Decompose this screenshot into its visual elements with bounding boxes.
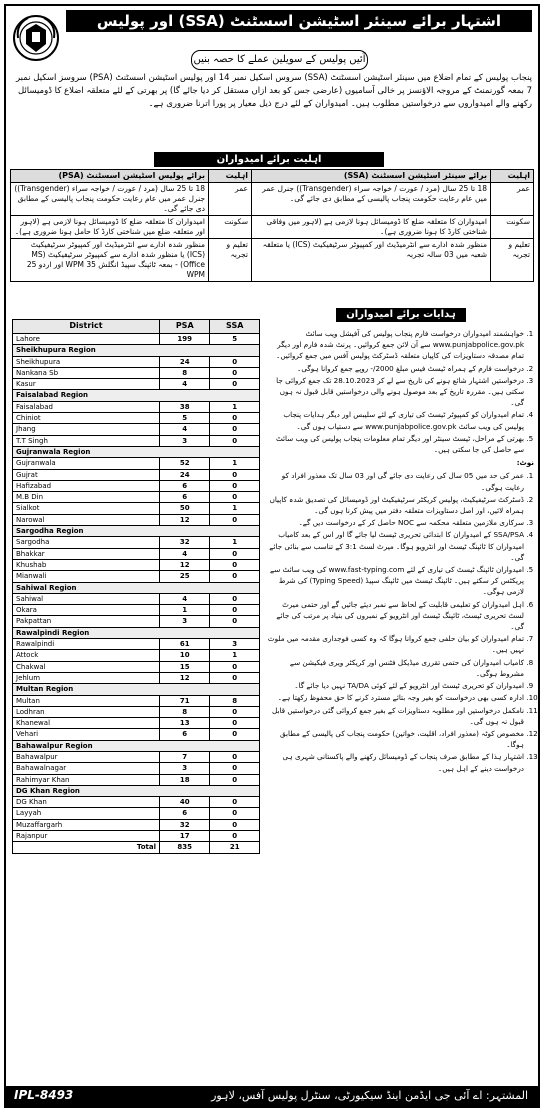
district-row (13, 831, 260, 842)
ssa-count: 0 (210, 559, 260, 570)
psa-count: 32 (160, 537, 210, 548)
note-item: 8. کامیاب امیدواران کی حتمی تقرری میڈیکل فٹنس اور کریکٹر ویری فیکیشن سے مشروط ہوگی۔ (266, 657, 524, 679)
ssa-count: 0 (210, 480, 260, 491)
district-row (13, 537, 260, 548)
district-name: M.B Din (13, 492, 160, 503)
psa-count: 7 (160, 751, 210, 762)
ssa-count: 0 (210, 548, 260, 559)
region-label: Multan Region (13, 684, 260, 695)
district-name: Hafizabad (13, 480, 160, 491)
eligibility-label: سکونت (491, 216, 534, 239)
ssa-count: 0 (210, 718, 260, 729)
district-row (13, 492, 260, 503)
region-row (13, 684, 260, 695)
instruction-item: 4. تمام امیدواران کو کمپیوٹر ٹیسٹ کی تیاری کے لئے سلیبس اور دیگر ہدایات پنجاب پولیس کی ویب سائٹ www.punjabpolice.gov.pk سے دستیاب ہوں گی۔ (266, 409, 524, 431)
eligibility-psa-cell: 18 تا 25 سال (مرد / عورت / خواجہ سراء (Transgender)) جنرل عمر میں عام رعایت حکومت پنجاب پالیسی کے مطابق دی جائے گی۔ (11, 183, 209, 216)
notes-heading: نوٹ: (516, 458, 534, 468)
instruction-item: 5. بھرتی کے مراحل، ٹیسٹ سینٹر اور دیگر تمام معلومات پنجاب پولیس کی ویب سائٹ سے حاصل کی جا سکتی ہیں۔ (266, 433, 524, 455)
ssa-count: 0 (210, 469, 260, 480)
district-row (13, 763, 260, 774)
district-row (13, 548, 260, 559)
ssa-count: 0 (210, 808, 260, 819)
ssa-count: 0 (210, 514, 260, 525)
ssa-count: 0 (210, 593, 260, 604)
ssa-count: 0 (210, 774, 260, 785)
district-row (13, 458, 260, 469)
region-row (13, 345, 260, 356)
punjab-police-logo-icon (12, 12, 60, 64)
psa-column-header: PSA (160, 320, 210, 334)
eligibility-ssa-cell: 18 تا 25 سال (مرد / عورت / خواجہ سراء (Transgender)) جنرل عمر میں عام رعایت حکومت پنجاب پالیسی کے مطابق دی جائے گی۔ (252, 183, 491, 216)
note-item: 1. عمر کی حد میں 05 سال کی رعایت دی جائے گی اور 03 سال تک معذور افراد کو رعایت ہوگی۔ (266, 470, 524, 492)
district-row (13, 729, 260, 740)
district-row (13, 808, 260, 819)
region-label: Bahawalpur Region (13, 740, 260, 751)
district-row (13, 503, 260, 514)
ssa-count: 5 (210, 334, 260, 345)
district-name: Attock (13, 650, 160, 661)
eligibility-row (11, 216, 534, 239)
district-row (13, 413, 260, 424)
district-row (13, 616, 260, 627)
ssa-count: 0 (210, 797, 260, 808)
ssa-count: 0 (210, 706, 260, 717)
psa-count: 1 (160, 605, 210, 616)
psa-count: 38 (160, 401, 210, 412)
note-item: 4. SSA/PSA کے امیدواران کا ابتدائی تحریری ٹیسٹ لیا جائے گا اور اس کے بعد کامیاب امیدواران کا ٹائپنگ ٹیسٹ اور انٹرویو ہوگا۔ میرٹ لسٹ 3:1 کے تناسب سے بنائی جائے گی۔ (266, 529, 524, 563)
district-row (13, 356, 260, 367)
eligibility-label: عمر (491, 183, 534, 216)
eligibility-heading: اہلیت برائے امیدواران (154, 152, 384, 167)
district-name: Gujranwala (13, 458, 160, 469)
psa-count: 3 (160, 616, 210, 627)
psa-count: 50 (160, 503, 210, 514)
instructions-heading: ہدایات برائے امیدواران (336, 308, 466, 322)
region-label: Sargodha Region (13, 526, 260, 537)
psa-count: 15 (160, 661, 210, 672)
district-row (13, 367, 260, 378)
ssa-count: 0 (210, 616, 260, 627)
district-name: Lodhran (13, 706, 160, 717)
psa-count: 3 (160, 763, 210, 774)
eligibility-header-criteria: اہلیت (491, 170, 534, 183)
district-row (13, 774, 260, 785)
district-name: Sargodha (13, 537, 160, 548)
ssa-total: 21 (210, 842, 260, 853)
district-name: Gujrat (13, 469, 160, 480)
psa-count: 199 (160, 334, 210, 345)
psa-count: 52 (160, 458, 210, 469)
total-label: Total (13, 842, 160, 853)
district-row (13, 401, 260, 412)
ssa-count: 0 (210, 751, 260, 762)
ssa-count: 1 (210, 503, 260, 514)
district-name: Jhang (13, 424, 160, 435)
region-row (13, 785, 260, 796)
region-label: Rawalpindi Region (13, 627, 260, 638)
eligibility-label: عمر (209, 183, 252, 216)
region-label: Sahiwal Region (13, 582, 260, 593)
district-name: Sheikhupura (13, 356, 160, 367)
district-name: Jehlum (13, 672, 160, 683)
note-item: 7. تمام امیدواران کو بیان حلفی جمع کروانا ہوگا کہ وہ کسی فوجداری مقدمہ میں ملوث نہیں ہیں۔ (266, 633, 524, 655)
region-row (13, 582, 260, 593)
district-row (13, 480, 260, 491)
note-item: 10. ادارہ کسی بھی درخواست کو بغیر وجہ بتائے مسترد کرنے کا حق محفوظ رکھتا ہے۔ (266, 692, 524, 703)
note-item: 13. اشتہار ہذا کے مطابق صرف پنجاب کے ڈومیسائل رکھنے والے پاکستانی شہری ہی درخواست دینے کے اہل ہیں۔ (266, 751, 524, 773)
district-name: Bhakkar (13, 548, 160, 559)
ssa-count: 0 (210, 661, 260, 672)
psa-count: 10 (160, 650, 210, 661)
district-row (13, 514, 260, 525)
psa-count: 12 (160, 514, 210, 525)
district-name: Multan (13, 695, 160, 706)
psa-count: 13 (160, 718, 210, 729)
district-name: Faisalabad (13, 401, 160, 412)
psa-count: 6 (160, 480, 210, 491)
advertiser-address: المشتہر: اے آئی جی ایڈمن اینڈ سیکیورٹی، سنٹرل پولیس آفس، لاہور (211, 1089, 528, 1102)
ssa-count: 3 (210, 639, 260, 650)
district-name: Mianwali (13, 571, 160, 582)
instruction-item: 2. درخواست فارم کے ہمراہ ٹیسٹ فیس مبلغ 2000/- روپے جمع کروانا ہوگی۔ (266, 363, 524, 374)
psa-count: 12 (160, 672, 210, 683)
district-row (13, 650, 260, 661)
psa-count: 12 (160, 559, 210, 570)
district-name: Narowal (13, 514, 160, 525)
region-label: Faisalabad Region (13, 390, 260, 401)
psa-count: 24 (160, 469, 210, 480)
district-row (13, 695, 260, 706)
instructions-panel (266, 328, 534, 775)
region-row (13, 390, 260, 401)
district-row (13, 819, 260, 830)
district-row (13, 751, 260, 762)
district-name: Khanewal (13, 718, 160, 729)
district-row (13, 379, 260, 390)
district-row (13, 661, 260, 672)
ssa-count: 0 (210, 413, 260, 424)
eligibility-label: سکونت (209, 216, 252, 239)
note-item: 6. اہل امیدواران کو تعلیمی قابلیت کے لحاظ سے نمبر دیئے جائیں گے اور حتمی میرٹ لسٹ تحریری ٹیسٹ، ٹائپنگ ٹیسٹ اور انٹرویو کے نمبروں کی بنیاد پر مرتب کی جائے گی۔ (266, 599, 524, 633)
district-name: Muzaffargarh (13, 819, 160, 830)
eligibility-label: تعلیم و تجربہ (209, 239, 252, 282)
eligibility-psa-cell: منظور شدہ ادارے سے انٹرمیڈیٹ اور کمپیوٹر سرٹیفیکیٹ (ICS) یا منظور شدہ ادارے سے کمپیوٹر سرٹیفیکیٹ (MS Office) - بمعہ ٹائپنگ سپیڈ انگلش 35 WPM اور اردو 25 WPM (11, 239, 209, 282)
ssa-count: 0 (210, 367, 260, 378)
note-item: 5. امیدواران ٹائپنگ ٹیسٹ کی تیاری کے لئے www.fast-typing.com کی ویب سائٹ سے پریکٹس کر سکتے ہیں۔ ٹائپنگ ٹیسٹ میں ٹائپنگ سپیڈ (Typing Speed) کی شرط لازمی ہوگی۔ (266, 564, 524, 598)
instruction-item: 3. درخواستیں اشتہار شائع ہونے کی تاریخ سے لے کر 28.10.2023 تک جمع کروائی جا سکتی ہیں۔ مقررہ تاریخ کے بعد موصول ہونے والی درخواستیں قابل قبول نہ ہوں گی۔ (266, 375, 524, 409)
district-name: Sialkot (13, 503, 160, 514)
eligibility-row (11, 239, 534, 282)
psa-count: 5 (160, 413, 210, 424)
district-row (13, 435, 260, 446)
psa-count: 24 (160, 356, 210, 367)
psa-count: 32 (160, 819, 210, 830)
psa-count: 17 (160, 831, 210, 842)
note-item: 12. مخصوص کوٹہ (معذور افراد، اقلیت، خواتین) حکومت پنجاب کی پالیسی کے مطابق ہوگا۔ (266, 728, 524, 750)
ssa-count: 1 (210, 458, 260, 469)
district-name: Okara (13, 605, 160, 616)
advertisement-page (4, 4, 540, 1108)
note-item: 9. امیدواران کو تحریری ٹیسٹ اور انٹرویو کے لئے کوئی TA/DA نہیں دیا جائے گا۔ (266, 680, 524, 691)
district-name: Khushab (13, 559, 160, 570)
instruction-item: 1. خواہشمند امیدواران درخواست فارم پنجاب پولیس کی آفیشل ویب سائٹ www.punjabpolice.gov.pk سے آن لائن جمع کروائیں۔ پرنٹ شدہ فارم اور دیگر تمام مصدقہ دستاویزات کی کاپیاں متعلقہ ڈسٹرکٹ پولیس آفس میں جمع کروائیں۔ (266, 328, 524, 362)
ssa-count: 1 (210, 650, 260, 661)
psa-count: 25 (160, 571, 210, 582)
eligibility-header-ssa: برائے سینئر اسٹیشن اسسٹنٹ (SSA) (252, 170, 491, 183)
ssa-count: 8 (210, 695, 260, 706)
district-name: Lahore (13, 334, 160, 345)
district-name: Nankana Sb (13, 367, 160, 378)
district-name: Vehari (13, 729, 160, 740)
district-name: DG Khan (13, 797, 160, 808)
district-name: Kasur (13, 379, 160, 390)
ssa-count: 0 (210, 424, 260, 435)
region-label: Gujranwala Region (13, 446, 260, 457)
psa-count: 6 (160, 729, 210, 740)
district-row (13, 718, 260, 729)
eligibility-header-criteria-2: اہلیت (209, 170, 252, 183)
district-name: Chiniot (13, 413, 160, 424)
ssa-count: 0 (210, 379, 260, 390)
eligibility-table (10, 169, 534, 282)
ssa-count: 0 (210, 435, 260, 446)
eligibility-psa-cell: امیدواران کا متعلقہ ضلع کا ڈومیسائل ہونا لازمی ہے (لاہور اور متعلقہ ضلع میں شناختی کارڈ کا حامل ہونا ضروری ہے)۔ (11, 216, 209, 239)
psa-count: 4 (160, 379, 210, 390)
ssa-count: 0 (210, 729, 260, 740)
ssa-count: 0 (210, 605, 260, 616)
total-row (13, 842, 260, 853)
district-row (13, 469, 260, 480)
eligibility-label: تعلیم و تجربہ (491, 239, 534, 282)
note-item: 2. ڈسٹرکٹ سرٹیفیکیٹ، پولیس کریکٹر سرٹیفیکیٹ اور ڈومیسائل کی تصدیق شدہ کاپیاں ہمراہ لائیں، اور اصل دستاویزات متعلقہ دفتر میں پیش کرنا ہوں گی۔ (266, 494, 524, 516)
district-row (13, 571, 260, 582)
district-name: Rawalpindi (13, 639, 160, 650)
district-vacancy-table (12, 319, 260, 854)
district-name: Chakwal (13, 661, 160, 672)
district-row (13, 593, 260, 604)
district-name: Rajanpur (13, 831, 160, 842)
ssa-count: 0 (210, 819, 260, 830)
tagline-badge: آئیں پولیس کے سویلین عملے کا حصہ بنیں (191, 50, 368, 70)
district-column-header: District (13, 320, 160, 334)
notes-list (266, 470, 534, 773)
eligibility-row (11, 183, 534, 216)
ssa-count: 0 (210, 672, 260, 683)
ssa-count: 0 (210, 831, 260, 842)
advertisement-title: اشتہار برائے سینئر اسٹیشن اسسٹنٹ (SSA) اور پولیس اسٹیشن اسسٹنٹ (PSA)، پنجاب پولیس (66, 10, 532, 32)
region-row (13, 740, 260, 751)
psa-count: 4 (160, 548, 210, 559)
ssa-count: 0 (210, 571, 260, 582)
ssa-count: 0 (210, 763, 260, 774)
ssa-count: 0 (210, 356, 260, 367)
district-row (13, 559, 260, 570)
region-label: Sheikhupura Region (13, 345, 260, 356)
psa-count: 3 (160, 435, 210, 446)
district-row (13, 706, 260, 717)
intro-paragraph: پنجاب پولیس کے تمام اضلاع میں سینئر اسٹیشن اسسٹنٹ (SSA) سروس اسکیل نمبر 14 اور پولیس اسٹیشن اسسٹنٹ (PSA) سروسز اسکیل نمبر 7 بمعہ گورنمنٹ کے مروجہ الاؤنسز پر خالی آسامیوں (عارضی جس کو بعد ازاں مستقل کر دیا جائے گا) پر بھرتی کے لئے متعلقہ اضلاع کا ڈومیسائل رکھنے والے امیدواروں سے درخواستیں مطلوب ہیں۔ امیدواران کے لئے درج ذیل معیار پر پورا اترنا ضروری ہے۔ (15, 73, 532, 109)
district-row (13, 639, 260, 650)
eligibility-header-psa: برائے پولیس اسٹیشن اسسٹنٹ (PSA) (11, 170, 209, 183)
district-row (13, 424, 260, 435)
district-name: Layyah (13, 808, 160, 819)
district-name: Sahiwal (13, 593, 160, 604)
psa-count: 6 (160, 492, 210, 503)
district-row (13, 605, 260, 616)
district-name: T.T Singh (13, 435, 160, 446)
ssa-column-header: SSA (210, 320, 260, 334)
psa-count: 8 (160, 706, 210, 717)
ssa-count: 1 (210, 537, 260, 548)
district-name: Bahawalpur (13, 751, 160, 762)
eligibility-ssa-cell: منظور شدہ ادارے سے انٹرمیڈیٹ اور کمپیوٹر سرٹیفیکیٹ (ICS) یا متعلقہ شعبہ میں 03 سالہ تجربہ (252, 239, 491, 282)
psa-total: 835 (160, 842, 210, 853)
ssa-count: 1 (210, 401, 260, 412)
psa-count: 6 (160, 808, 210, 819)
region-row (13, 446, 260, 457)
advertisement-code: IPL-8493 (14, 1088, 74, 1102)
eligibility-ssa-cell: امیدواران کا متعلقہ ضلع کا ڈومیسائل ہونا لازمی ہے (لاہور میں وفاقی شناختی کارڈ کا ہونا ضروری ہے)۔ (252, 216, 491, 239)
note-item: 3. سرکاری ملازمین متعلقہ محکمہ سے NOC حاصل کر کے درخواست دیں گے۔ (266, 517, 524, 528)
district-row (13, 672, 260, 683)
psa-count: 8 (160, 367, 210, 378)
header (6, 6, 538, 66)
psa-count: 71 (160, 695, 210, 706)
instructions-list (266, 328, 534, 455)
psa-count: 18 (160, 774, 210, 785)
footer-bar (6, 1086, 538, 1106)
district-name: Rahimyar Khan (13, 774, 160, 785)
district-row (13, 334, 260, 345)
district-row (13, 797, 260, 808)
region-label: DG Khan Region (13, 785, 260, 796)
psa-count: 40 (160, 797, 210, 808)
district-name: Pakpattan (13, 616, 160, 627)
region-row (13, 526, 260, 537)
region-row (13, 627, 260, 638)
ssa-count: 0 (210, 492, 260, 503)
note-item: 11. نامکمل درخواستیں اور مطلوبہ دستاویزات کے بغیر جمع کروائی گئی درخواستیں قابل قبول نہ ہوں گی۔ (266, 705, 524, 727)
district-name: Bahawalnagar (13, 763, 160, 774)
psa-count: 61 (160, 639, 210, 650)
psa-count: 4 (160, 593, 210, 604)
psa-count: 4 (160, 424, 210, 435)
